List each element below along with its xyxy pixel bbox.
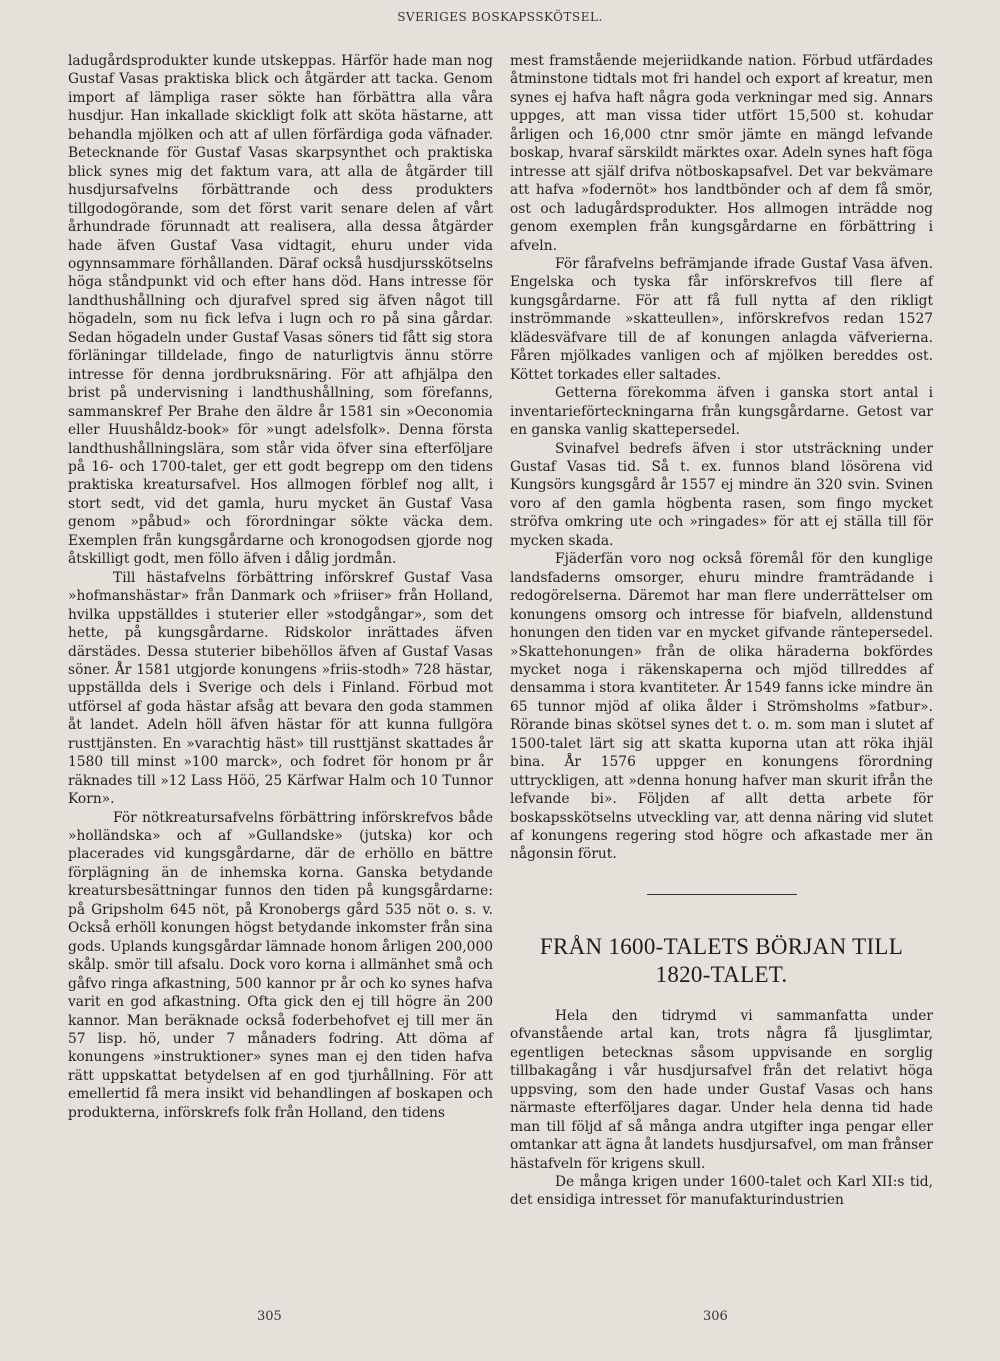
section-divider xyxy=(647,894,797,895)
right-column xyxy=(510,52,933,1210)
right-paragraph-sheep: För fårafvelns befrämjande ifrade Gustaf Vasa äfven. Engelska och tyska får införskrefvos till flere af kungsgårdarne. För att få full nytta af den rikligt inströmmande »skatteullen», införskrefvos redan 1527 klädesväfvare till de af konungen anlagda väfverierna. Fåren mjölkades vanligen och af mjölken bereddes ost. Köttet torkades eller saltades. xyxy=(510,255,933,383)
left-paragraph-cattle: För nötkreatursafvelns förbättring införskrefvos både »holländska» och af »Gullandske» (jutska) kor och placerades vid kungsgårdarne, där de erhöllo en bättre förplägning än de inhemska korna. Ganska betydande kreatursbesättningar funnos den tiden på kungsgårdarne: på Gripsholm 645 nöt, på Kronobergs gård 535 nöt o. s. v. Också erhöll konungen högst betydande inkomster från sina gods. Uplands kungsgårdar lämnade honom årligen 200,000 skålp. smör till afsalu. Dock voro korna i allmänhet små och gåfvo ringa afkastning, 500 kannor pr år och ko synes hafva varit en god afkastning. Ofta gick den ej till högre än 200 kannor. Man beräknade också foderbehofvet ej till mer än 57 lisp. hö, under 7 månaders fodring. Att döma af konungens »instruktioner» synes man ej den tiden hafva rätt uppskattat betydelsen af en god tjurhållning. För att emellertid få mera insikt vid behandlingen af boskapen och produkterna, införskrefs folk från Holland, den tidens xyxy=(68,809,493,1121)
right-paragraph-1: mest framstående mejeriidkande nation. Förbud utfärdades åtminstone tidtals mot fri handel och export af kreatur, men synes ej hafva haft några goda verkningar med sig. Annars uppges, att man vissa tider utfört 15,500 st. kohudar årligen och 16,000 ctnr smör jämte en mängd lefvande boskap, hvaraf särskildt märktes oxar. Adeln synes haft föga intresse att själf drifva nötboskapsafvel. Det var bekvämare att hafva »fodernöt» hos landtbönder och af dem få smör, ost och ladugårdsprodukter. Hos allmogen inträdde nog genom exemplen från kungsgårdarne en förbättring i afveln. xyxy=(510,53,933,254)
section-paragraph-2: De många krigen under 1600-talet och Karl XII:s tid, det ensidiga intresset för manufakturindustrien xyxy=(510,1174,933,1209)
left-column xyxy=(68,52,493,1122)
right-paragraph-swine: Svinafvel bedrefs äfven i stor utsträckning under Gustaf Vasas tid. Så t. ex. funnos bland lösörena vid Kungsörs kungsgård år 1557 ej mindre än 320 svin. Svinen voro af den gamla högbenta rasen, som fingo mycket ströfva omkring ute och »ringades» för att ej ställa till för mycken skada. xyxy=(510,440,933,549)
section-heading-line-1: FRÅN 1600-TALETS BÖRJAN TILL xyxy=(539,933,904,959)
section-heading-line-2: 1820-TALET. xyxy=(655,961,788,987)
right-page-number: 306 xyxy=(703,1309,728,1324)
left-paragraph-1: ladugårdsprodukter kunde utskeppas. Härför hade man nog Gustaf Vasas praktiska blick och åtgärder att tacka. Genom import af lämpliga raser sökte han förbättra alla våra husdjur. Han inkallade skickligt folk att sköta hästarne, att behandla mjölken och att af ullen förfärdiga goda väfnader. Betecknande för Gustaf Vasas skarpsynthet och praktiska blick synes mig det faktum vara, att alla de åtgärder till husdjursafvelns förbättrande och dess produkters tillgodogörande, som det först varit senare delen af vårt århundrade förunnadt att realisera, alla dessa åtgärder hade äfven Gustaf Vasa vidtagit, ehuru under vida ogynnsammare förhållanden. Däraf också husdjursskötselns höga ståndpunkt vid och efter hans död. Hans intresse för landthushållning och djurafvel spred sig äfven något till högadeln, som nu fick lefva i lugn och ro på sina gårdar. Sedan högadeln under Gustaf Vasas söners tid fått sig stora förläningar tilldelade, fingo de naturligtvis ännu större intresse för denna jordbruksnäring. För att afhjälpa den brist på undervisning i landthushållning, som förefanns, sammanskref Per Brahe den äldre år 1581 sin »Oeconomia eller Huushåldz-book» för »ungt adelsfolk». Denna första landthushållningslära, som står vida öfver sina efterföljare på 16- och 1700-talet, ger ett godt begrepp om den tidens praktiska kreatursafvel. Hos allmogen förblef nog allt, i stort sedt, vid det gamla, huru mycket än Gustaf Vasa genom »påbud» och förordningar sökte väcka dem. Exemplen från kungsgårdarne och kronogodsen gjorde nog åtskilligt godt, men föllo äfven i dålig jordmån. xyxy=(68,53,493,568)
section-paragraph-1: Hela den tidrymd vi sammanfatta under ofvanstående artal kan, trots några få ljusglimtar, egentligen betecknas såsom uppvisande en sorglig tillbakagång i vår husdjursafvel från det relativt höga uppsving, som den hade under Gustaf Vasas och hans närmaste efterföljares dagar. Under hela denna tid hade man till följd af så många andra utgifter inga pengar eller omtankar att ägna åt landets husdjursafvel, om man frånser hästafveln för krigens skull. xyxy=(510,1007,933,1172)
left-page-number: 305 xyxy=(257,1309,282,1324)
section-heading xyxy=(510,933,933,989)
running-head: SVERIGES BOSKAPSSKÖTSEL. xyxy=(397,10,603,24)
right-paragraph-poultry-bees: Fjäderfän voro nog också föremål för den kunglige landsfaderns omsorger, ehuru mindre framträdande i redogörelserna. Däremot har man flere underrättelser om konungens omsorg och intresse för biafveln, alldenstund honungen den tiden var en mycket gifvande räntepersedel. »Skattehonungen» från de olika häraderna bokfördes mycket noga i räkenskaperna och mjöd tillreddes af densamma i stora kvantiteter. År 1549 fanns icke mindre än 65 tunnor mjöd af olika ålder i Strömsholms »fatbur». Rörande binas skötsel synes det t. o. m. som man i slutet af 1500-talet lärt sig att skatta kuporna utan att röka ihjäl bina. År 1576 uppger en konungens förordning uttryckligen, att »denna honung hafver man skurit ifrån the lefvande bi». Följden af allt detta arbete för boskapsskötselns utveckling var, att denna näring vid slutet af konungens regering stod högre och afkastade mer än någonsin förut. xyxy=(510,551,933,863)
right-paragraph-goats: Getterna förekomma äfven i ganska stort antal i inventarieförteckningarna från kungsgårdarne. Getost var en ganska vanlig skattepersedel. xyxy=(510,385,933,439)
left-paragraph-horses: Till hästafvelns förbättring införskref Gustaf Vasa »hofmanshästar» från Danmark och »friiser» från Holland, hvilka uppställdes i stuterier eller »stodgångar», som det hette, på kungsgårdarne. Ridskolor inrättades äfven därstädes. Dessa stuterier bibehöllos äfven af Gustaf Vasas söner. År 1581 utgjorde konungens »friis-stodh» 728 hästar, uppställda dels i Sverige och dels i Finland. Förbud mot utförsel af goda hästar afsåg att bevara den goda stammen åt landet. Adeln höll äfven hästar för att kunna fullgöra rusttjänsten. En »varachtig häst» till rusttjänst skattades år 1580 till minst »100 marck», och fodret för honom pr år räknades till »12 Lass Höö, 25 Kärfwar Halm och 10 Tunnor Korn». xyxy=(68,569,493,808)
